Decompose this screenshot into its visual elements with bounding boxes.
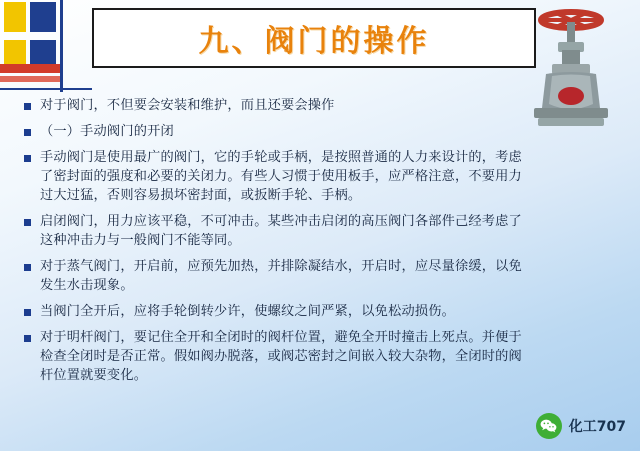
list-item <box>24 122 524 141</box>
decor-vertical-line <box>60 0 63 92</box>
bullet-marker <box>24 335 31 342</box>
bullet-text: 对于蒸气阀门，开启前，应预先加热，并排除凝结水，开启时，应尽量徐缓，以免发生水击现象。 <box>40 259 522 293</box>
bullet-marker <box>24 309 31 316</box>
bullet-text: 手动阀门是使用最广的阀门，它的手轮或手柄，是按照普通的人力来设计的，考虑了密封面的强度和必要的关闭力。有些人习惯于使用板手，应严格注意，不要用力过大过猛，否则容易损坏密封面，或扳断手轮、手柄。 <box>40 150 522 203</box>
bullet-marker <box>24 155 31 162</box>
valve-illustration <box>516 4 626 154</box>
bullet-marker <box>24 264 31 271</box>
decorative-corner-blocks <box>0 0 92 92</box>
bullet-marker <box>24 219 31 226</box>
list-item <box>24 212 524 250</box>
decor-block-red <box>0 64 60 73</box>
list-item <box>24 96 524 115</box>
footer-logo <box>536 413 626 439</box>
bullet-text: 对于阀门，不但要会安装和维护，而且还要会操作 <box>40 98 335 113</box>
wechat-icon <box>536 413 562 439</box>
list-item <box>24 302 524 321</box>
decor-block-yellow-bottom <box>4 40 26 64</box>
bullet-text: （一）手动阀门的开闭 <box>40 124 174 139</box>
list-item <box>24 328 524 385</box>
decor-block-red-light <box>0 76 60 82</box>
footer-label: 化工707 <box>568 419 626 435</box>
bullet-marker <box>24 129 31 136</box>
bullet-marker <box>24 103 31 110</box>
decor-block-yellow-top <box>4 2 26 32</box>
bullet-text: 启闭阀门，用力应该平稳，不可冲击。某些冲击启闭的高压阀门各部件己经考虑了这种冲击力与一般阀门不能等同。 <box>40 214 522 248</box>
bullet-text: 当阀门全开后，应将手轮倒转少许，使螺纹之间严紧，以免松动损伤。 <box>40 304 456 319</box>
decor-horizontal-line <box>0 88 92 90</box>
slide-title: 九、阀门的操作 <box>198 24 430 59</box>
list-item <box>24 148 524 205</box>
slide-body <box>24 96 524 392</box>
slide-title-box <box>92 8 536 68</box>
decor-block-blue-top <box>30 2 56 32</box>
list-item <box>24 257 524 295</box>
bullet-text: 对于明杆阀门，要记住全开和全闭时的阀杆位置，避免全开时撞击上死点。并便于检查全闭时是否正常。假如阀办脱落，或阀芯密封之间嵌入较大杂物，全闭时的阀杆位置就要变化。 <box>40 330 522 383</box>
decor-block-blue-bottom <box>30 40 56 64</box>
